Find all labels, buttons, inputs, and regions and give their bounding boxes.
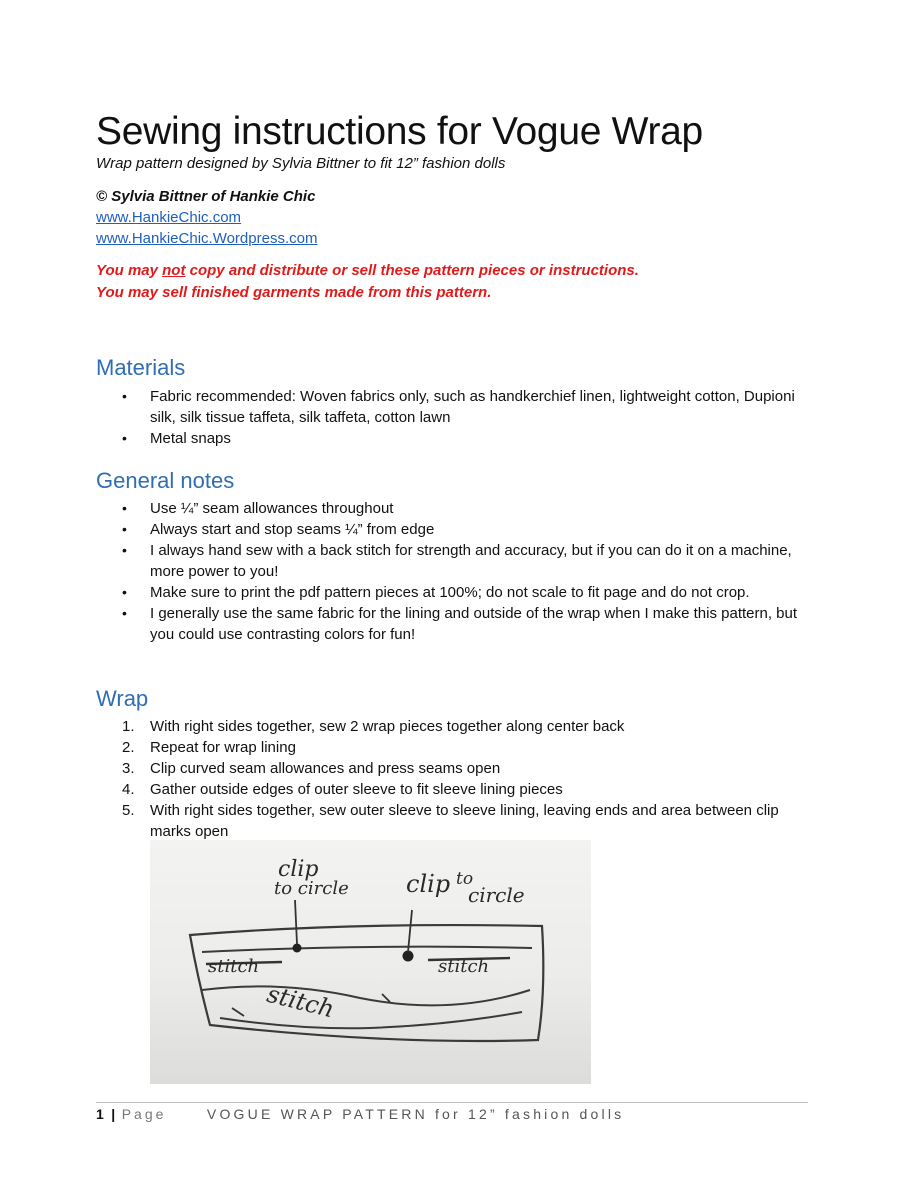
bullet-icon: • [122,430,127,446]
list-item [96,603,808,645]
clip-left-label: clip [278,857,319,882]
general-notes-list [96,498,808,645]
bullet-icon: • [122,521,127,537]
step-number: 1. [122,718,135,735]
general-notes-heading: General notes [96,468,235,493]
clip-circle-right [403,951,414,962]
page-subtitle: Wrap pattern designed by Sylvia Bittner to fit 12” fashion dolls [96,155,506,172]
clip-left-sublabel: to circle [274,878,349,899]
list-item [96,737,808,758]
list-item-text: I always hand sew with a back stitch for strength and accuracy, but if you can do it on a machine, more power to you! [150,542,792,580]
list-item-text: Fabric recommended: Woven fabrics only, such as handkerchief linen, lightweight cotton, Dupioni silk, silk tissue taffeta, silk taffeta, cotton lawn [150,388,795,426]
stitch-bottom-label: stitch [264,979,338,1024]
copyright-line: © Sylvia Bittner of Hankie Chic [96,188,316,205]
clip-right-sublabel: circle [468,883,525,907]
bullet-icon: • [122,542,127,558]
link-hankiechic[interactable]: www.HankieChic.com [96,209,242,226]
list-item-text: Always start and stop seams ¼” from edge [150,521,435,538]
materials-list [96,386,808,449]
sleeve-outline [190,925,543,1041]
bullet-icon: • [122,500,127,516]
list-item-text: Clip curved seam allowances and press seams open [150,760,501,777]
step-number: 4. [122,781,135,798]
clip-circle-left [293,944,302,953]
bullet-icon: • [122,605,127,621]
materials-heading: Materials [96,355,186,380]
stitch-right-label: stitch [438,956,490,977]
list-item-text: With right sides together, sew 2 wrap pieces together along center back [150,718,625,735]
tick-mark-left [232,1008,244,1016]
list-item [96,498,808,519]
footer-divider [96,1102,808,1103]
warning-no-copy-before: You may [96,262,163,279]
warning-no-copy-after: copy and distribute or sell these pattern pieces or instructions. [185,262,639,279]
list-item [96,800,808,842]
clip-right-label: clip [406,870,451,898]
page-label: Page [121,1106,167,1122]
wrap-steps-list [96,716,808,842]
list-item-text: Metal snaps [150,430,231,447]
list-item [96,428,808,449]
list-item-text: Gather outside edges of outer sleeve to fit sleeve lining pieces [150,781,563,798]
step-number: 3. [122,760,135,777]
bullet-icon: • [122,388,127,404]
wrap-heading: Wrap [96,686,149,711]
page-number: 1 [96,1106,105,1122]
sleeve-sketch-image [150,840,591,1084]
list-item [96,716,808,737]
warning-may-sell: You may sell finished garments made from this pattern. [96,284,492,301]
footer-separator: | [111,1106,116,1122]
tick-mark-right [382,994,390,1002]
footer-title: VOGUE WRAP PATTERN for 12” fashion dolls [206,1106,625,1122]
warning-no-copy [96,262,639,279]
step-number: 5. [122,802,135,819]
page-title: Sewing instructions for Vogue Wrap [96,110,703,153]
stitch-left-label: stitch [208,956,260,977]
list-item [96,758,808,779]
link-hankiechic-wordpress[interactable]: www.HankieChic.Wordpress.com [96,230,318,247]
warning-no-copy-emph: not [162,262,186,279]
bullet-icon: • [122,584,127,600]
list-item [96,519,808,540]
list-item [96,386,808,428]
curve-line-lower [220,1012,522,1028]
list-item-text: With right sides together, sew outer sleeve to sleeve lining, leaving ends and area between clip marks open [150,802,779,840]
curve-line-upper [202,986,530,1005]
list-item-text: Repeat for wrap lining [150,739,296,756]
list-item [96,779,808,800]
clip-leader-left [295,900,297,944]
step-number: 2. [122,739,135,756]
sleeve-sketch-drawing [150,840,591,1084]
list-item [96,540,808,582]
list-item-text: Make sure to print the pdf pattern pieces at 100%; do not scale to fit page and do not crop. [150,584,750,601]
page-footer [96,1106,624,1122]
clip-right-to: to [456,869,474,889]
list-item [96,582,808,603]
list-item-text: I generally use the same fabric for the lining and outside of the wrap when I make this pattern, but you could use contrasting colors for fun! [150,605,798,643]
inner-top-line [202,947,532,952]
list-item-text: Use ¼” seam allowances throughout [150,500,394,517]
